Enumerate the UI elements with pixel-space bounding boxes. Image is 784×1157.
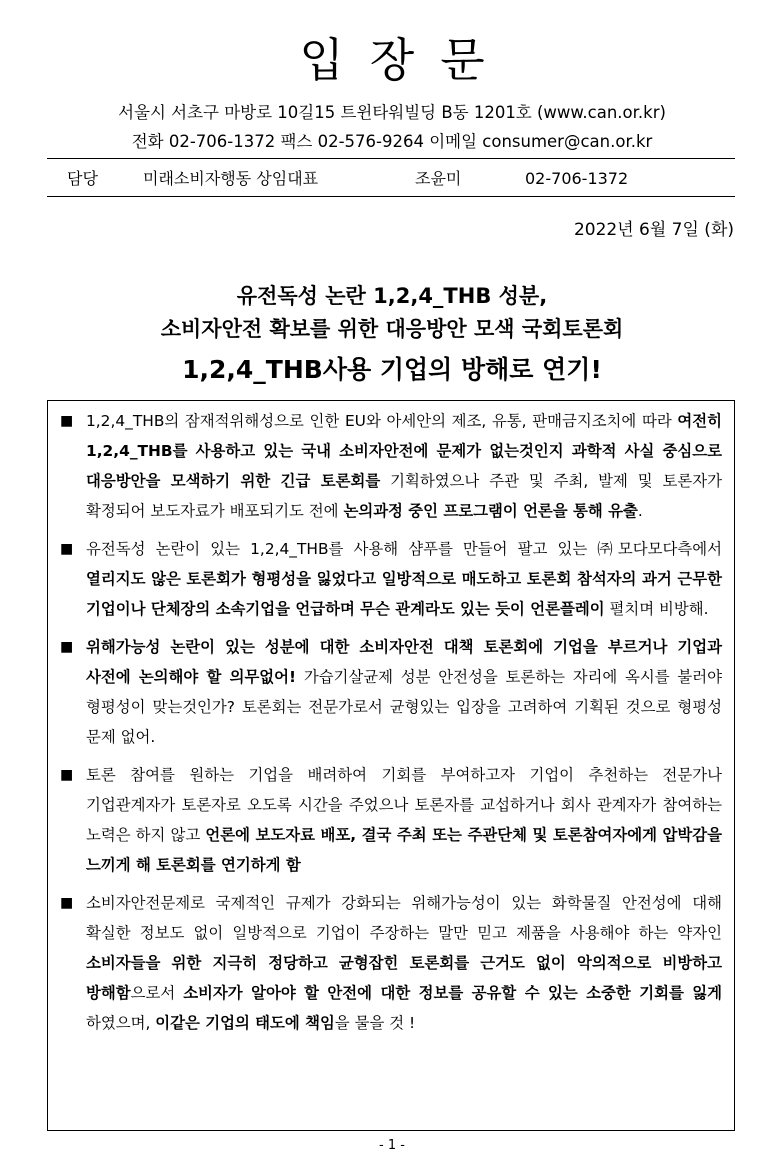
item-text: 소비자안전문제로 국제적인 규제가 강화되는 위해가능성이 있는 화학물질 안전성에 대해 확실한 정보도 없이 일방적으로 기업이 주장하는 말만 믿고 제품을 사용해야 하는 약자인 xyxy=(86,894,722,942)
document-date: 2022년 6월 7일 (화) xyxy=(573,220,734,240)
item-text: 을 물을 것 ! xyxy=(334,1014,416,1032)
headline-line-1: 유전독성 논란 1,2,4_THB 성분, xyxy=(236,284,548,308)
headline-line-3: 1,2,4_THB사용 기업의 방해로 연기! xyxy=(182,355,602,384)
statement-item xyxy=(60,534,722,624)
item-emphasis: 소비자가 알아야 할 안전에 대한 정보를 공유할 수 있는 소중한 기회를 잃게 xyxy=(183,984,722,1002)
statement-item xyxy=(60,888,722,1038)
item-emphasis: 언론에 보도자료 배포, 결국 주최 또는 주관단체 및 토론참여자에게 압박감을 느끼게 해 토론회를 연기하게 함 xyxy=(86,826,722,874)
square-bullet-icon: ■ xyxy=(60,895,74,911)
item-text: 펼치며 비방해. xyxy=(604,600,709,618)
square-bullet-icon: ■ xyxy=(60,639,74,655)
item-text: 가습기살균제 성분 안전성을 토론하는 자리에 옥시를 불러야 형평성이 맞는것인가? 토론회는 전문가로서 균형있는 입장을 고려하여 기획된 것으로 형평성 문제 없어. xyxy=(86,668,722,746)
phone-line: 전화 02-706-1372 팩스 02-576-9264 이메일 consumer@can.or.kr xyxy=(131,132,653,151)
divider-top xyxy=(47,158,735,159)
item-text: 으로서 xyxy=(130,984,184,1002)
statement-item xyxy=(60,406,722,526)
item-emphasis: 논의과정 중인 프로그램이 언론을 통해 유출 xyxy=(343,502,638,520)
item-emphasis: 이같은 기업의 태도에 책임 xyxy=(155,1014,335,1032)
square-bullet-icon: ■ xyxy=(60,767,74,783)
statement-item xyxy=(60,760,722,880)
page-number: - 1 - xyxy=(379,1138,405,1153)
item-text: . xyxy=(637,502,643,520)
divider-bottom xyxy=(47,196,735,197)
document-title: 입장문 xyxy=(299,33,511,87)
contact-name: 조윤미 xyxy=(415,169,462,188)
statement-item xyxy=(60,632,722,752)
item-emphasis: 여전히 1,2,4_THB를 사용하고 있는 국내 소비자안전에 문제가 없는것인지 과학적 사실 중심으로 대응방안을 모색하기 위한 긴급 토론회를 xyxy=(86,412,722,490)
contact-phone: 02-706-1372 xyxy=(525,169,629,188)
item-text: 하였으며, xyxy=(86,1014,156,1032)
item-text: 기획하였으나 주관 및 주최, 발제 및 토론자가 확정되어 보도자료가 배포되기도 전에 xyxy=(86,472,722,520)
item-text: 1,2,4_THB의 잠재적위해성으로 인한 EU와 아세안의 제조, 유통, 판매금지조치에 따라 xyxy=(86,412,678,430)
item-text: 유전독성 논란이 있는 1,2,4_THB를 사용해 샴푸를 만들어 팔고 있는 ㈜모다모다측에서 xyxy=(86,540,722,558)
square-bullet-icon: ■ xyxy=(60,541,74,557)
square-bullet-icon: ■ xyxy=(60,413,74,429)
item-text: 토론 참여를 원하는 기업을 배려하여 기회를 부여하고자 기업이 추천하는 전문가나 기업관계자가 토론자로 오도록 시간을 주었으나 토론자를 교섭하거나 회사 관계자가 참여하는 노력은 하지 않고 xyxy=(86,766,722,844)
statement-box xyxy=(47,400,735,1131)
item-emphasis: 소비자들을 위한 지극히 정당하고 균형잡힌 토론회를 근거도 없이 악의적으로 비방하고 방해함 xyxy=(86,954,722,1002)
item-emphasis: 열리지도 않은 토론회가 형평성을 잃었다고 일방적으로 매도하고 토론회 참석자의 과거 근무한 기업이나 단체장의 소속기업을 언급하며 무슨 관계라도 있는 듯이 언론플레이 xyxy=(86,570,722,618)
item-emphasis: 위해가능성 논란이 있는 성분에 대한 소비자안전 대책 토론회에 기업을 부르거나 기업과 사전에 논의해야 할 의무없어! xyxy=(86,638,722,686)
contact-org: 미래소비자행동 상임대표 xyxy=(143,169,319,188)
address-line: 서울시 서초구 마방로 10길15 트윈타워빌딩 B동 1201호 (www.can.or.kr) xyxy=(118,103,666,122)
headline-line-2: 소비자안전 확보를 위한 대응방안 모색 국회토론회 xyxy=(160,317,624,341)
contact-label: 담당 xyxy=(67,169,98,188)
